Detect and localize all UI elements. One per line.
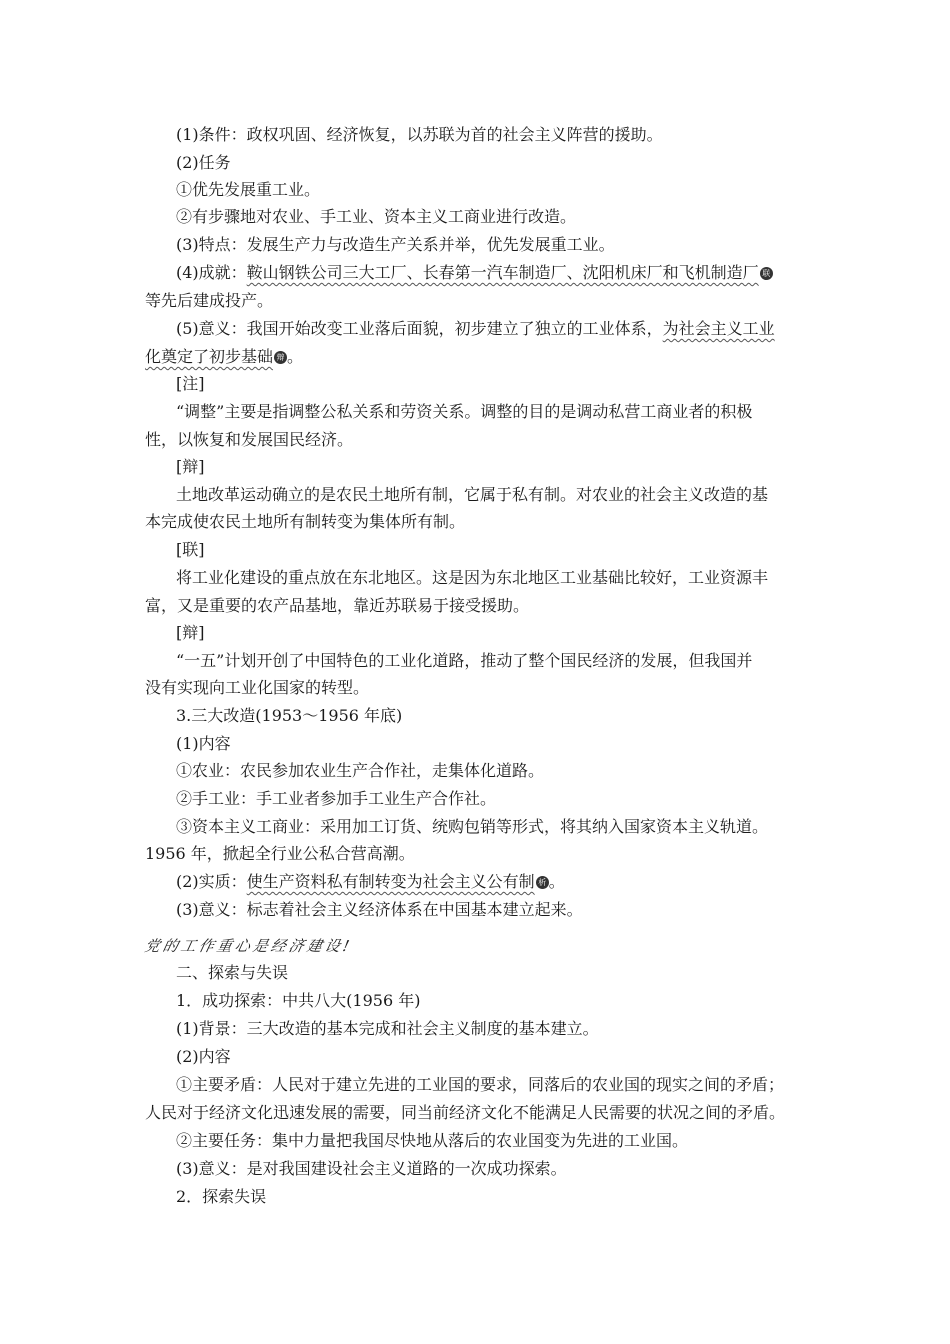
text-line: ②主要任务：集中力量把我国尽快地从落后的农业国变为先进的工业国。 — [176, 1131, 689, 1150]
text-span: (2)实质： — [176, 872, 247, 891]
text-span: 。 — [287, 347, 304, 366]
wavy-underlined-text: 化奠定了初步基础 — [145, 347, 274, 366]
wavy-underlined-text: 鞍山钢铁公司三大工厂、长春第一汽车制造厂、沈阳机床厂和飞机制造厂 — [246, 263, 759, 282]
section-heading: 3.三大改造(1953～1956 年底) — [176, 706, 403, 725]
note-badge: 联 — [760, 267, 773, 280]
text-line: 土地改革运动确立的是农民土地所有制，它属于私有制。对农业的社会主义改造的基 — [176, 485, 769, 504]
note-badge: 析 — [536, 876, 549, 889]
text-span: 。 — [548, 872, 565, 891]
text-line — [176, 262, 816, 284]
text-line: (1)内容 — [176, 734, 231, 753]
text-line: ①优先发展重工业。 — [176, 180, 321, 199]
text-line: ②有步骤地对农业、手工业、资本主义工商业进行改造。 — [176, 207, 577, 226]
text-line: 等先后建成投产。 — [145, 291, 274, 310]
text-line: (3)意义：标志着社会主义经济体系在中国基本建立起来。 — [176, 900, 583, 919]
text-line: ①主要矛盾：人民对于建立先进的工业国的要求，同落后的农业国的现实之间的矛盾； — [176, 1075, 785, 1094]
text-line: “调整”主要是指调整公私关系和劳资关系。调整的目的是调动私营工商业者的积极 — [176, 402, 753, 421]
section-heading: 1．成功探索：中共八大(1956 年) — [176, 991, 421, 1010]
note-badge: 辩 — [274, 351, 287, 364]
text-line: (3)特点：发展生产力与改造生产关系并举，优先发展重工业。 — [176, 235, 615, 254]
text-line: (1)背景：三大改造的基本完成和社会主义制度的基本建立。 — [176, 1019, 599, 1038]
text-line — [176, 318, 816, 340]
text-line: 将工业化建设的重点放在东北地区。这是因为东北地区工业基础比较好，工业资源丰 — [176, 568, 769, 587]
text-line: (2)内容 — [176, 1047, 231, 1066]
text-line — [176, 871, 816, 893]
note-label: [联] — [176, 540, 205, 559]
text-line: 1956 年，掀起全行业公私合营高潮。 — [145, 844, 415, 863]
note-label: [注] — [176, 374, 205, 393]
text-line — [145, 346, 815, 368]
text-line: 富，又是重要的农产品基地，靠近苏联易于接受援助。 — [145, 596, 530, 615]
text-line: (1)条件：政权巩固、经济恢复，以苏联为首的社会主义阵营的援助。 — [176, 125, 663, 144]
text-line: 性，以恢复和发展国民经济。 — [145, 430, 354, 449]
text-line: (2)任务 — [176, 153, 231, 172]
text-line: 人民对于经济文化迅速发展的需要，同当前经济文化不能满足人民需要的状况之间的矛盾。 — [145, 1103, 786, 1122]
text-line: ①农业：农民参加农业生产合作社，走集体化道路。 — [176, 761, 545, 780]
text-line: “一五”计划开创了中国特色的工业化道路，推动了整个国民经济的发展，但我国并 — [176, 651, 753, 670]
note-label: [辩] — [176, 457, 205, 476]
text-line: ②手工业：手工业者参加手工业生产合作社。 — [176, 789, 497, 808]
wavy-underlined-text: 使生产资料私有制转变为社会主义公有制 — [246, 872, 535, 891]
text-line: 没有实现向工业化国家的转型。 — [145, 678, 370, 697]
section-heading: 2．探索失误 — [176, 1187, 267, 1206]
text-line: 本完成使农民土地所有制转变为集体所有制。 — [145, 512, 466, 531]
text-span: (4)成就： — [176, 263, 247, 282]
handwritten-note: 党的工作重心是经济建设! — [142, 937, 354, 955]
text-line: (3)意义：是对我国建设社会主义道路的一次成功探索。 — [176, 1159, 567, 1178]
section-heading: 二、探索与失误 — [176, 963, 289, 982]
text-span: (5)意义：我国开始改变工业落后面貌，初步建立了独立的工业体系， — [176, 319, 663, 338]
wavy-underlined-text: 为社会主义工业 — [662, 319, 775, 338]
text-line: ③资本主义工商业：采用加工订货、统购包销等形式，将其纳入国家资本主义轨道。 — [176, 817, 769, 836]
note-label: [辩] — [176, 623, 205, 642]
